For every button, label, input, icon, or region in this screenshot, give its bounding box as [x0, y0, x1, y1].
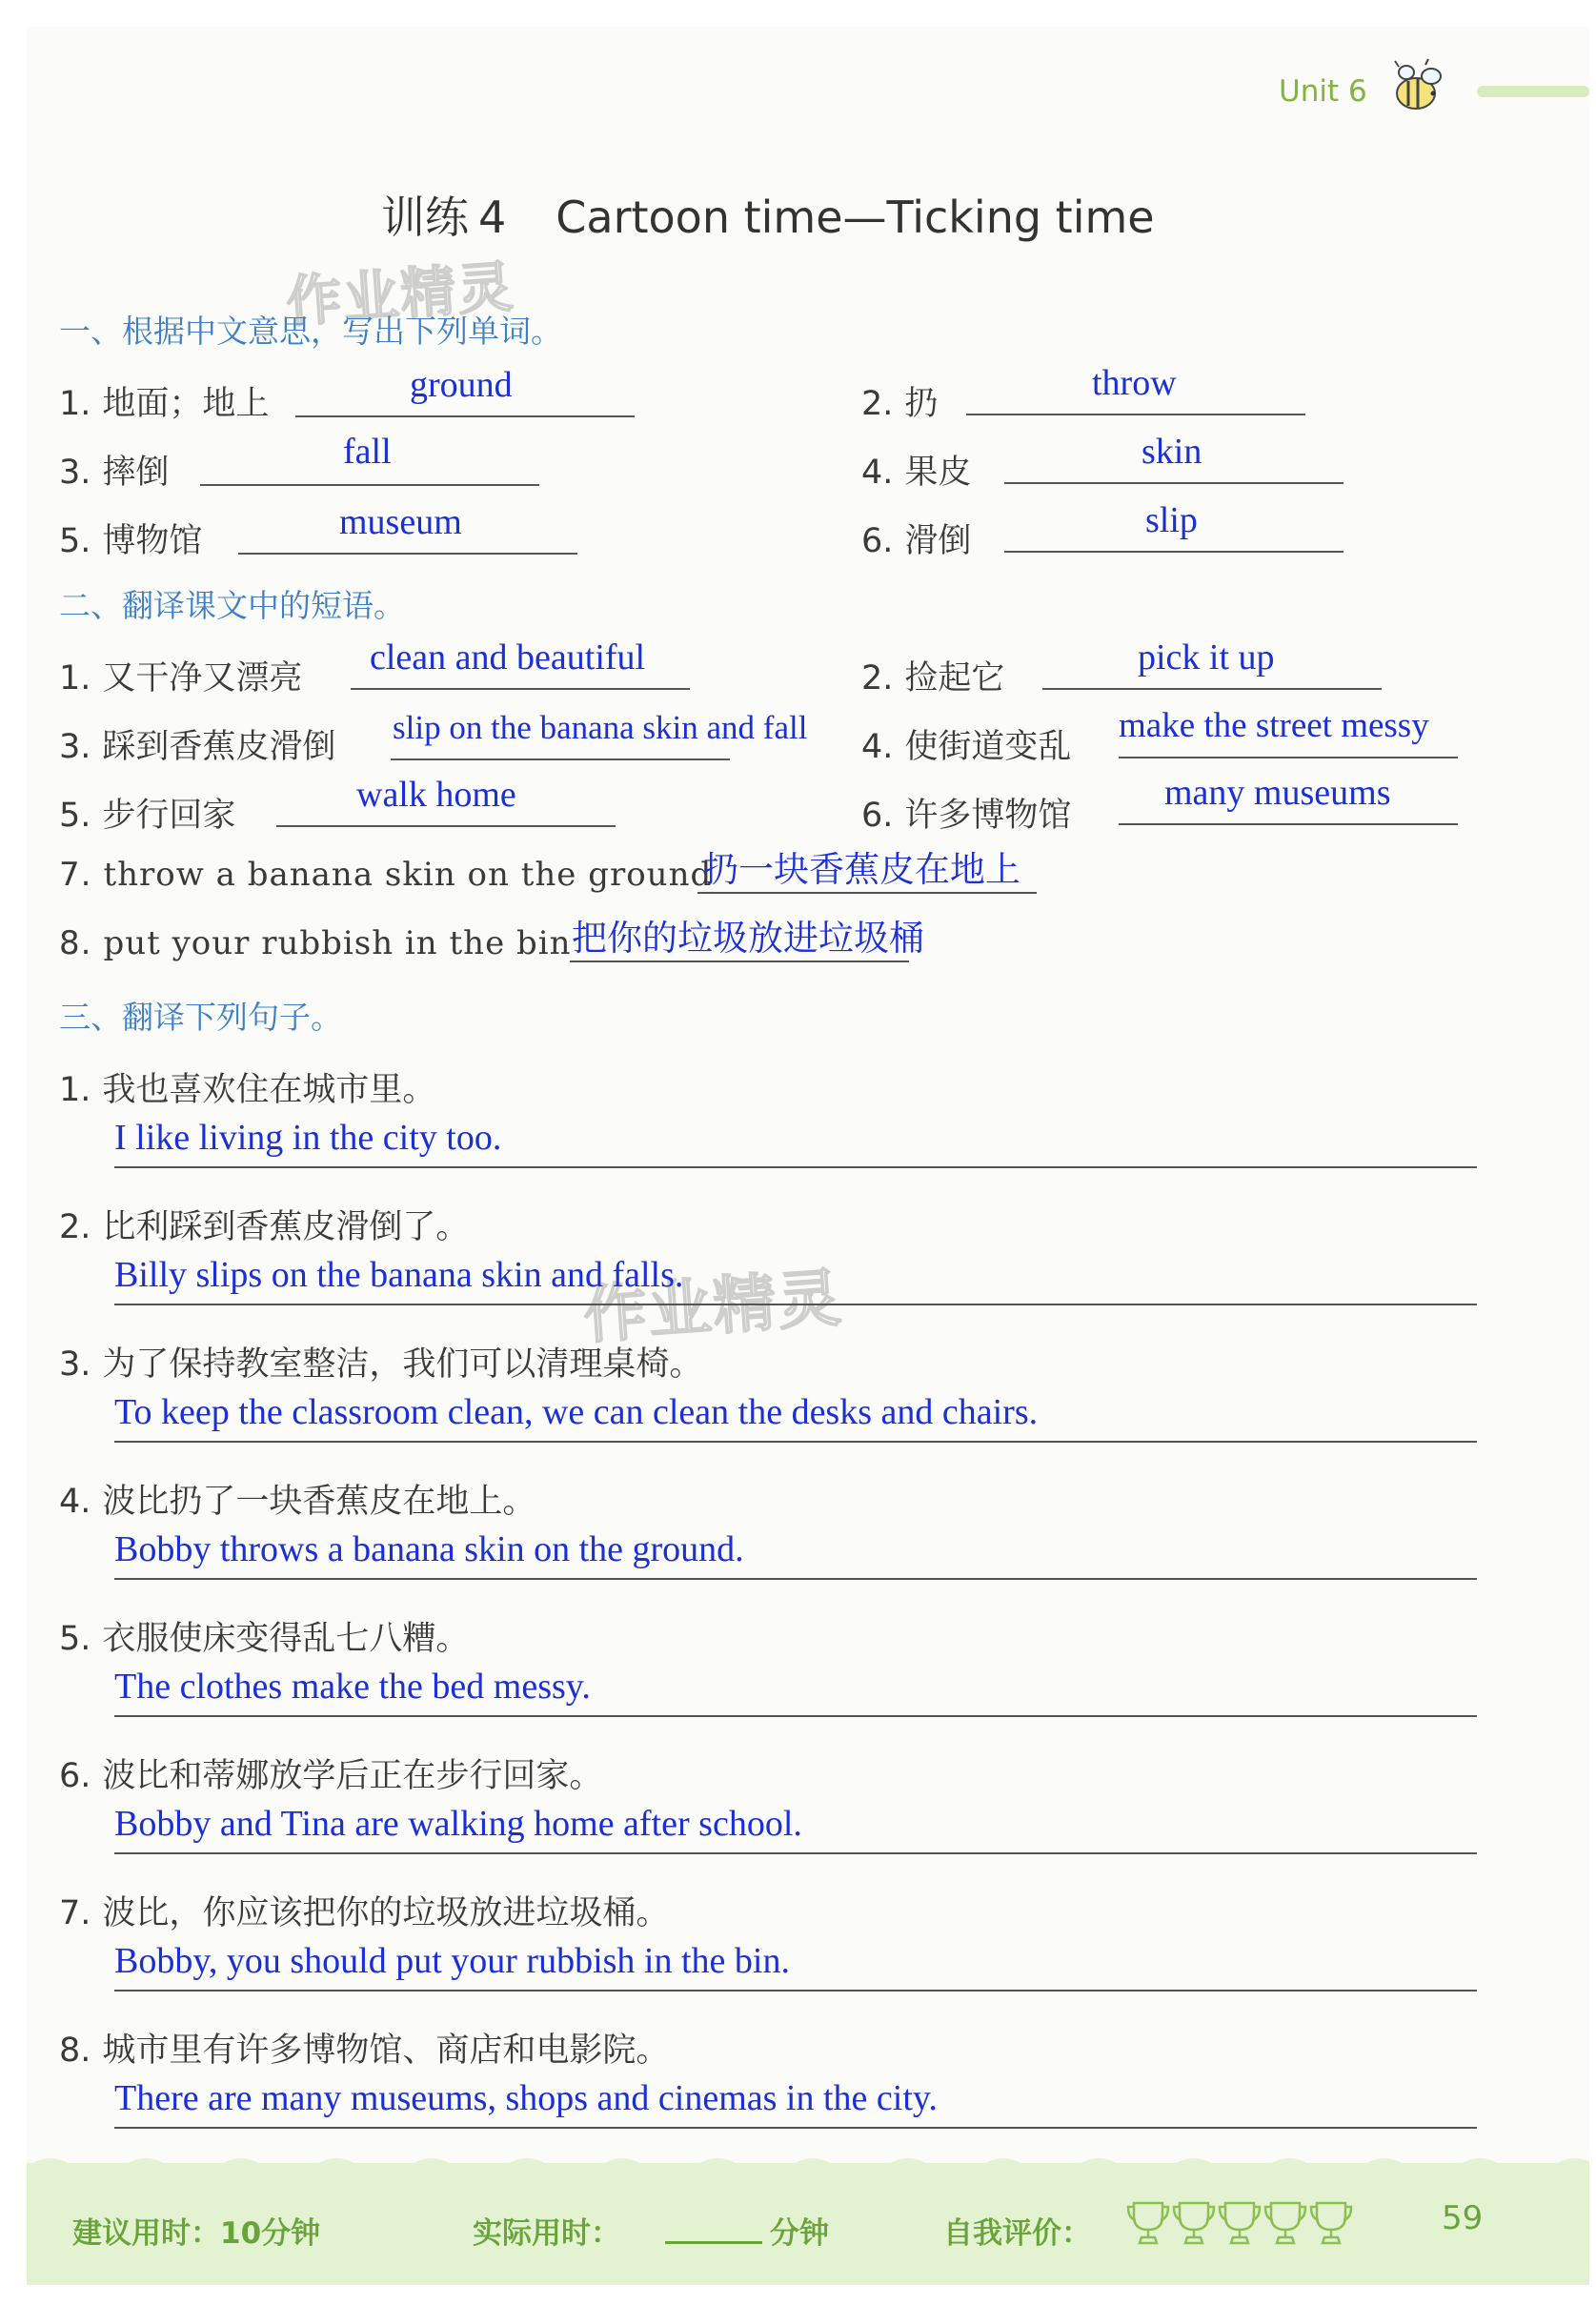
s3-answer-5: The clothes make the bed messy.	[114, 1667, 591, 1707]
s3-answer-2: Billy slips on the banana skin and falls.	[114, 1255, 684, 1295]
s1-question-1: 1. 地面；地上	[59, 385, 270, 423]
s2-question-6: 6. 许多博物馆	[861, 797, 1072, 835]
answer-line	[570, 960, 909, 962]
s2-question-2: 2. 捡起它	[861, 659, 1005, 698]
answer-line	[1119, 757, 1458, 758]
s2-answer-5: walk home	[356, 775, 516, 815]
s2-answer-6: many museums	[1164, 773, 1391, 813]
s2-answer-1: clean and beautiful	[370, 637, 646, 677]
s3-question-7: 7. 波比，你应该把你的垃圾放进垃圾桶。	[59, 1894, 670, 1932]
actual-time-unit: 分钟	[770, 2216, 829, 2251]
watermark: 作业精灵	[581, 1261, 845, 1353]
answer-line	[276, 825, 616, 827]
answer-line	[351, 688, 690, 690]
s1-question-3: 3. 摔倒	[59, 454, 170, 492]
s3-question-4: 4. 波比扔了一块香蕉皮在地上。	[59, 1483, 536, 1521]
s2-question-4: 4. 使街道变乱	[861, 728, 1072, 766]
section3-heading: 三、翻译下列句子。	[59, 999, 342, 1036]
s1-question-2: 2. 扔	[861, 385, 939, 423]
s2-question-1: 1. 又干净又漂亮	[59, 659, 303, 698]
decorative-stripe	[1477, 86, 1589, 97]
answer-line	[295, 415, 635, 417]
s1-answer-2: throw	[1092, 363, 1177, 403]
s2-answer-3: slip on the banana skin and fall	[393, 709, 808, 746]
answer-line	[114, 1852, 1477, 1854]
section1-heading: 一、根据中文意思，写出下列单词。	[59, 313, 562, 350]
answer-line	[114, 1441, 1477, 1443]
s1-answer-1: ground	[410, 365, 513, 405]
s3-answer-6: Bobby and Tina are walking home after school.	[114, 1804, 802, 1844]
s3-answer-3: To keep the classroom clean, we can clean the desks and chairs.	[114, 1392, 1039, 1432]
s3-question-6: 6. 波比和蒂娜放学后正在步行回家。	[59, 1757, 603, 1795]
unit-label: Unit 6	[1279, 74, 1367, 109]
answer-line	[697, 892, 1037, 894]
title-number: 4	[478, 192, 507, 243]
s1-question-6: 6. 滑倒	[861, 522, 972, 560]
answer-line	[1004, 482, 1343, 484]
answer-line	[966, 414, 1305, 415]
s3-question-1: 1. 我也喜欢住在城市里。	[59, 1071, 436, 1109]
answer-line	[1119, 823, 1458, 825]
title-text: Cartoon time—Ticking time	[556, 192, 1155, 243]
answer-line	[238, 553, 577, 555]
s2-answer-7: 扔一块香蕉皮在地上	[703, 849, 1020, 890]
s2-answer-4: make the street messy	[1119, 706, 1429, 745]
bee-icon	[1387, 57, 1450, 120]
s1-question-5: 5. 博物馆	[59, 522, 203, 560]
trophy-rating-icons	[1124, 2197, 1353, 2247]
answer-line	[114, 1990, 1477, 1992]
actual-time-blank	[665, 2241, 762, 2244]
s3-question-2: 2. 比利踩到香蕉皮滑倒了。	[59, 1208, 470, 1246]
suggested-time: 建议用时：10分钟	[72, 2216, 321, 2251]
s2-question-8: 8. put your rubbish in the bin	[59, 924, 572, 962]
s3-answer-1: I like living in the city too.	[114, 1118, 502, 1158]
watermark: 作业精灵	[284, 253, 517, 335]
s2-question-5: 5. 步行回家	[59, 797, 236, 835]
answer-line	[114, 2127, 1477, 2129]
s2-answer-2: pick it up	[1138, 637, 1275, 677]
s2-question-7: 7. throw a banana skin on the ground	[59, 856, 713, 894]
self-eval-label: 自我评价：	[943, 2216, 1091, 2251]
s1-answer-3: fall	[343, 432, 392, 472]
s3-question-5: 5. 衣服使床变得乱七八糟。	[59, 1620, 470, 1658]
s1-answer-5: museum	[339, 502, 462, 542]
answer-line	[200, 484, 539, 486]
s3-question-3: 3. 为了保持教室整洁，我们可以清理桌椅。	[59, 1345, 703, 1384]
answer-line	[114, 1304, 1477, 1305]
s2-question-3: 3. 踩到香蕉皮滑倒	[59, 728, 336, 766]
page-title	[381, 183, 1155, 246]
s1-question-4: 4. 果皮	[861, 454, 972, 492]
title-prefix: 训练	[381, 192, 469, 243]
answer-line	[114, 1166, 1477, 1168]
actual-time-label: 实际用时：	[473, 2216, 620, 2251]
answer-line	[1004, 551, 1343, 553]
s3-answer-7: Bobby, you should put your rubbish in the bin.	[114, 1941, 790, 1981]
s3-answer-8: There are many museums, shops and cinemas in the city.	[114, 2078, 938, 2118]
s2-answer-8: 把你的垃圾放进垃圾桶	[572, 918, 924, 959]
s3-answer-4: Bobby throws a banana skin on the ground.	[114, 1529, 744, 1569]
s1-answer-6: slip	[1145, 500, 1198, 540]
answer-line	[114, 1578, 1477, 1580]
s1-answer-4: skin	[1141, 432, 1202, 472]
answer-line	[114, 1715, 1477, 1717]
s3-question-8: 8. 城市里有许多博物馆、商店和电影院。	[59, 2032, 670, 2070]
answer-line	[391, 758, 730, 760]
answer-line	[1042, 688, 1382, 690]
section2-heading: 二、翻译课文中的短语。	[59, 587, 405, 624]
page-number: 59	[1442, 2199, 1484, 2237]
